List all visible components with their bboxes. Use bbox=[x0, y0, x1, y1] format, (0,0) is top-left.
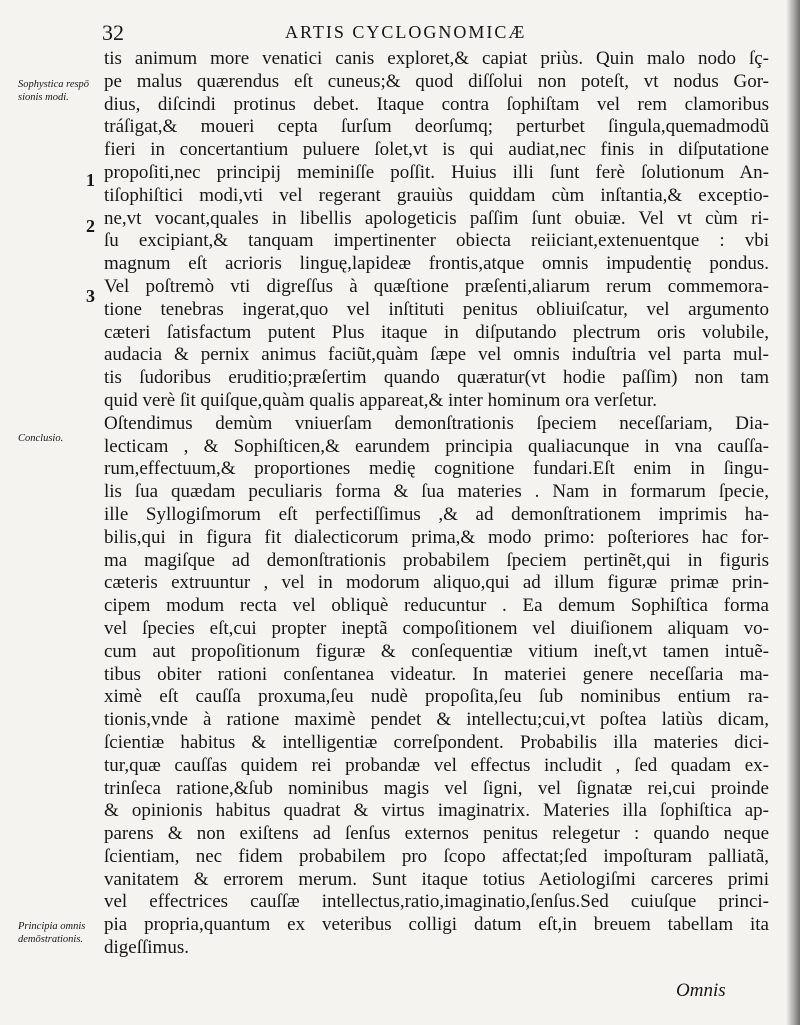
text-line: Oſtendimus demùm vniuerſam demonſtrationis ſpeciem neceſſariam, Dia- bbox=[104, 412, 769, 434]
text-line: cum aut propoſitionum figuræ & conſequentiæ vitium ineſt,vt tamen intuẽ- bbox=[104, 640, 769, 662]
page-number: 32 bbox=[102, 20, 124, 45]
sidenote-line: sionis modi. bbox=[18, 92, 69, 103]
sidenote-principia bbox=[18, 920, 100, 946]
text-line: trinſeca ratione,&ſub nominibus magis vel ſigni, vel ſignatæ rei,cui proinde bbox=[104, 777, 769, 799]
marker-2: 2 bbox=[86, 216, 95, 236]
text-line: vel ſpecies eſt,cui propter ineptã compoſitionem vel diuiſionem aliquam vo- bbox=[104, 617, 769, 639]
text-line: tibus obiter rationi conſentanea videatur. In materiei genere neceſſaria ma- bbox=[104, 663, 769, 685]
text-line: pia propria,quantum ex veteribus colligi datum eſt,in breuem tabellam ita bbox=[104, 914, 769, 936]
body-text bbox=[104, 48, 769, 960]
text-line: lecticam , & Sophiſticen,& earundem principia qualiacunque in vna cauſſa- bbox=[104, 435, 769, 457]
text-line: ſcientiam, nec fidem probabilem pro ſcopo affectat;ſed impoſturam palliatã, bbox=[104, 845, 769, 867]
text-line: audacia & pernix animus faciũt,quàm ſæpe vel omnis induſtria vel parta mul- bbox=[104, 344, 769, 366]
page-header bbox=[0, 18, 800, 48]
text-line: digeſſimus. bbox=[104, 937, 189, 959]
text-line: ſu excipiant,& tanquam impertinenter obiecta reiiciant,extenuentque : vbi bbox=[104, 230, 769, 252]
text-line: tis animum more venatici canis exploret,& capiat priùs. Quin malo nodo ſç- bbox=[104, 48, 769, 69]
text-line: parens & non exiſtens ad ſenſus externos penitus relegetur : quando neque bbox=[104, 823, 769, 845]
sidenote-sophistica bbox=[18, 78, 100, 104]
text-line: dius, diſcindi protinus debet. Itaque contra ſophiſtam vel rem clamoribus bbox=[104, 93, 769, 115]
text-line: tur,quæ cauſſas quidem rei probandæ vel effectus includit , ſed quadam ex- bbox=[104, 754, 769, 776]
text-line: bilis,qui in figura fit dialecticorum prima,& modo primo: poſteriores hac for- bbox=[104, 526, 769, 548]
text-line: ſcientiæ habitus & intelligentiæ correſpondent. Probabilis illa materies dici- bbox=[104, 731, 769, 753]
sidenote-line: Principia omnis bbox=[18, 921, 86, 932]
sidenote-line: demōstrationis. bbox=[18, 934, 84, 945]
text-line: ille Syllogiſmorum eſt perfectiſſimus ,& ad demonſtrationem imprimis ha- bbox=[104, 503, 769, 525]
text-line: cipem modum recta vel obliquè reducuntur . Ea demum Sophiſtica forma bbox=[104, 595, 769, 617]
sidenote-conclusio bbox=[18, 432, 100, 445]
text-line: propoſiti,nec principij meminiſſe poſſit. Huius illi ſunt ferè ſolutionum An- bbox=[104, 161, 769, 183]
text-line: magnum eſt acrioris linguę,lapideæ frontis,atque omnis impudentię pondus. bbox=[104, 253, 769, 275]
sidenote-line: Conclusio. bbox=[18, 433, 64, 444]
text-line: ximè eſt cauſſa proxuma,ſeu nudè propoſita,ſeu ſub nominibus entium ra- bbox=[104, 686, 769, 708]
marker-1: 1 bbox=[86, 170, 95, 190]
text-line: cæteri ſatisfactum putent Plus itaque in diſputando plectrum oris volubile, bbox=[104, 321, 769, 343]
text-line: ne,vt vocant,quales in libellis apologeticis paſſim ſunt obuiæ. Vel vt cùm ri- bbox=[104, 207, 769, 229]
text-line: tráſigat,& moueri cepta ſurſum deorſumq; perturbet ſingula,quemadmodũ bbox=[104, 116, 769, 138]
text-line: rum,effectuum,& proportiones medię cognitione fundari.Eſt enim in ſingu- bbox=[104, 458, 769, 480]
text-line: lis ſua quædam peculiaris forma & ſua materies . Nam in formarum ſpecie, bbox=[104, 481, 769, 503]
text-line: vanitatem & errorem merum. Sunt itaque totius Aetiologiſmi carceres primi bbox=[104, 868, 769, 890]
marker-3: 3 bbox=[86, 286, 95, 306]
running-title: ARTIS CYCLOGNOMICÆ bbox=[285, 22, 527, 42]
text-line: tionis,vnde à ratione maximè pendet & intellectu;cui,vt poſtea latiùs dicam, bbox=[104, 709, 769, 731]
text-line: & opinionis habitus quadrat & virtus imaginatrix. Materies illa ſophiſtica ap- bbox=[104, 800, 769, 822]
text-line: tione tenebras ingerat,quo vel inſtituti penitus obliuiſcatur, vel argumento bbox=[104, 298, 769, 320]
text-line: Vel poſtremò vti digreſſus à quæſtione præſenti,aliarum rerum commemora- bbox=[104, 275, 769, 297]
text-line: tiſophiſtici modi,vti vel regerant grauiùs quiddam cùm inſtantia,& exceptio- bbox=[104, 184, 769, 206]
text-line: ma magiſque ad demonſtrationis probabilem ſpeciem pertinẽt,qui in figuris bbox=[104, 549, 769, 571]
text-line: tis ſudoribus eruditio;præſertim quando quæratur(vt hodie paſſim) non tam bbox=[104, 367, 769, 389]
page-edge-shadow bbox=[786, 0, 800, 1025]
sidenote-line: Sophystica respō bbox=[18, 79, 90, 90]
text-line: quid verè ſit quiſque,quàm qualis appareat,& inter hominum ora verſetur. bbox=[104, 389, 657, 411]
text-line: vel effectrices cauſſæ intellectus,ratio,imaginatio,ſenſus.Sed cuiuſque princi- bbox=[104, 891, 769, 913]
catchword: Omnis bbox=[676, 980, 726, 1001]
text-line: pe malus quærendus eſt cuneus;& quod diſſolui non poteſt, vt nodus Gor- bbox=[104, 70, 769, 92]
text-line: cæteris extruuntur , vel in modorum aliquo,qui ad illum figuræ primæ prin- bbox=[104, 572, 769, 594]
text-line: fieri in concertantium puluere ſolet,vt is qui audiat,nec finis in diſputatione bbox=[104, 139, 769, 161]
